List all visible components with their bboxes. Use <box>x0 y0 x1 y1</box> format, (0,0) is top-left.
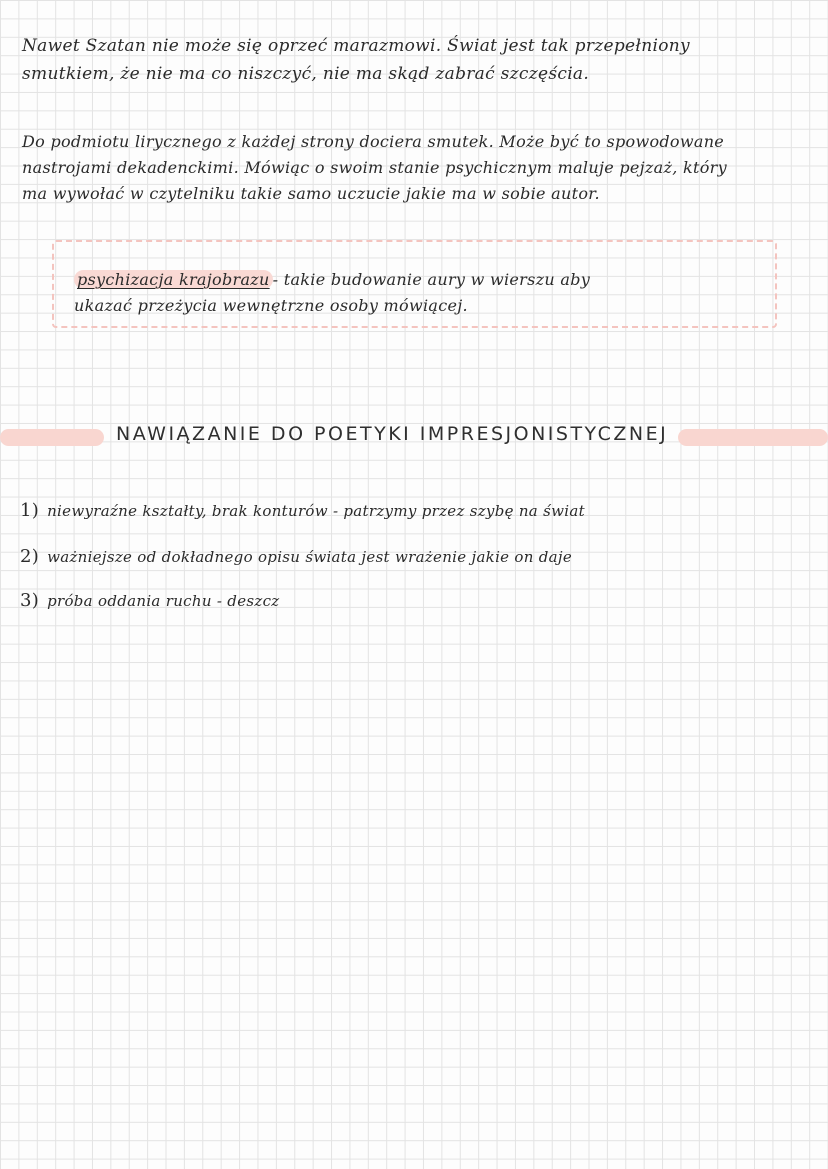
heading-highlight-right <box>678 429 828 446</box>
definition-term: psychizacja krajobrazu <box>74 270 273 289</box>
list-item-number: 1) <box>20 500 40 521</box>
definition-line-1 <box>74 270 590 289</box>
list-item-number: 3) <box>20 590 40 611</box>
section-heading: NAWIĄZANIE DO POETYKI IMPRESJONISTYCZNEJ <box>116 423 669 445</box>
list-item-number: 2) <box>20 546 40 567</box>
list-item-text: ważniejsze od dokładnego opisu świata jest wrażenie jakie on daje <box>47 548 573 566</box>
list-item <box>20 500 585 521</box>
paragraph-2-line-3: ma wywołać w czytelniku takie samo uczucie jakie ma w sobie autor. <box>22 184 600 203</box>
paragraph-2-line-2: nastrojami dekadenckimi. Mówiąc o swoim stanie psychicznym maluje pejzaż, który <box>22 158 727 177</box>
paragraph-1-line-2: smutkiem, że nie ma co niszczyć, nie ma skąd zabrać szczęścia. <box>22 64 590 84</box>
list-item <box>20 546 572 567</box>
heading-highlight-left <box>0 429 104 446</box>
definition-text-1: - takie budowanie aury w wierszu aby <box>272 270 591 289</box>
list-item-text: niewyraźne kształty, brak konturów - patrzymy przez szybę na świat <box>47 502 585 520</box>
paragraph-2-line-1: Do podmiotu lirycznego z każdej strony dociera smutek. Może być to spowodowane <box>22 132 725 151</box>
paragraph-1-line-1: Nawet Szatan nie może się oprzeć marazmowi. Świat jest tak przepełniony <box>22 36 690 56</box>
list-item-text: próba oddania ruchu - deszcz <box>47 592 280 610</box>
list-item <box>20 590 279 611</box>
definition-line-2: ukazać przeżycia wewnętrzne osoby mówiącej. <box>74 296 468 315</box>
